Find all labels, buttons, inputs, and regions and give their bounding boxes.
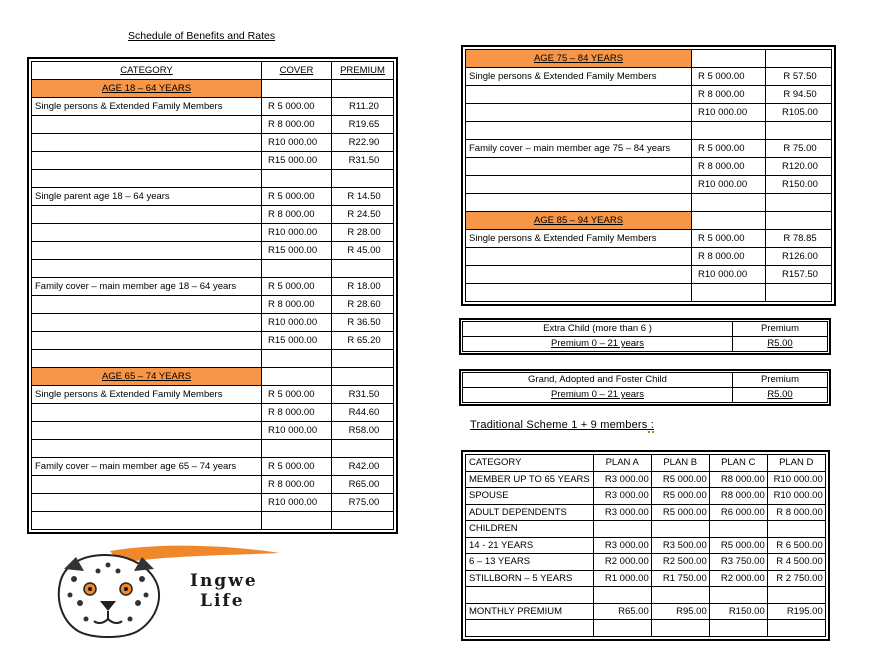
table-row: [32, 206, 394, 224]
age-group-label: AGE 75 – 84 YEARS: [466, 50, 692, 68]
plan-value-cell: R 2 750.00: [767, 570, 825, 587]
adopted-child-label: Grand, Adopted and Foster Child: [463, 373, 733, 388]
category-cell: [32, 350, 262, 368]
cover-cell: R 5 000.00: [262, 98, 332, 116]
empty-cell: [692, 50, 766, 68]
traditional-scheme-title: [470, 419, 654, 431]
cover-cell: R10 000.00: [262, 314, 332, 332]
category-cell: [466, 284, 692, 302]
table-row: [466, 140, 832, 158]
table-row: [32, 512, 394, 530]
extra-child-label: Extra Child (more than 6 ): [463, 322, 733, 337]
plan-value-cell: R10 000.00: [767, 471, 825, 488]
table-row: [32, 260, 394, 278]
premium-header: PREMIUM: [332, 62, 394, 80]
category-cell: ADULT DEPENDENTS: [466, 504, 594, 521]
category-cell: [32, 224, 262, 242]
plan-value-cell: R5 000.00: [651, 471, 709, 488]
table-row: [32, 422, 394, 440]
cover-cell: R 8 000.00: [262, 404, 332, 422]
category-cell: [32, 314, 262, 332]
category-cell: [32, 242, 262, 260]
table-row: [32, 278, 394, 296]
category-cell: [32, 404, 262, 422]
adopted-child-premium-header: Premium: [733, 373, 828, 388]
table-row: [466, 504, 826, 521]
plan-value-cell: R5 000.00: [709, 537, 767, 554]
category-cell: [466, 158, 692, 176]
table-row: [466, 521, 826, 538]
adopted-child-value: R5.00: [733, 388, 828, 403]
left-table: [31, 61, 394, 530]
premium-cell: [332, 170, 394, 188]
plan-value-cell: R3 750.00: [709, 554, 767, 571]
premium-cell: R75.00: [332, 494, 394, 512]
premium-cell: R31.50: [332, 152, 394, 170]
premium-cell: R 28.60: [332, 296, 394, 314]
leopard-head-icon: [59, 555, 159, 637]
table-row: [32, 134, 394, 152]
premium-cell: R 65.20: [332, 332, 394, 350]
premium-cell: R11.20: [332, 98, 394, 116]
table-row: [32, 476, 394, 494]
category-cell: SPOUSE: [466, 488, 594, 505]
table-row: [32, 440, 394, 458]
plan-value-cell: R3 000.00: [593, 504, 651, 521]
plan-value-cell: R8 000.00: [709, 471, 767, 488]
ingwe-life-logo: [50, 543, 310, 643]
premium-cell: R58.00: [332, 422, 394, 440]
category-cell: Family cover – main member age 18 – 64 years: [32, 278, 262, 296]
cover-header: COVER: [262, 62, 332, 80]
age-group-label: AGE 18 – 64 YEARS: [32, 80, 262, 98]
plan-header: PLAN B: [651, 455, 709, 472]
traditional-title-tail: :: [647, 419, 655, 431]
cover-cell: [692, 284, 766, 302]
table-row: [32, 458, 394, 476]
traditional-header-row: [466, 455, 826, 472]
table-row: [466, 471, 826, 488]
plan-value-cell: R195.00: [767, 603, 825, 620]
premium-cell: R 24.50: [332, 206, 394, 224]
plan-value-cell: R1 750.00: [651, 570, 709, 587]
table-row: [466, 266, 832, 284]
premium-cell: R126.00: [766, 248, 832, 266]
category-cell: [466, 248, 692, 266]
table-row: [32, 152, 394, 170]
table-row: [32, 350, 394, 368]
plan-value-cell: R2 500.00: [651, 554, 709, 571]
traditional-scheme-box: [461, 450, 830, 641]
table-header-row: [32, 62, 394, 80]
cover-cell: R 8 000.00: [262, 296, 332, 314]
empty-cell: [332, 80, 394, 98]
plan-value-cell: [709, 587, 767, 604]
cover-cell: [262, 512, 332, 530]
category-cell: Family cover – main member age 75 – 84 years: [466, 140, 692, 158]
premium-cell: R19.65: [332, 116, 394, 134]
premium-cell: R 78.85: [766, 230, 832, 248]
cover-cell: R10 000.00: [262, 494, 332, 512]
table-row: [32, 116, 394, 134]
plan-value-cell: R3 000.00: [593, 537, 651, 554]
category-cell: STILLBORN – 5 YEARS: [466, 570, 594, 587]
table-row: [466, 284, 832, 302]
category-header: CATEGORY: [466, 455, 594, 472]
premium-cell: R 14.50: [332, 188, 394, 206]
premium-cell: R 75.00: [766, 140, 832, 158]
table-row: [32, 332, 394, 350]
premium-cell: R120.00: [766, 158, 832, 176]
plan-value-cell: [593, 521, 651, 538]
table-row: [32, 170, 394, 188]
category-cell: [32, 422, 262, 440]
plan-value-cell: R6 000.00: [709, 504, 767, 521]
premium-cell: R31.50: [332, 386, 394, 404]
plan-value-cell: R95.00: [651, 603, 709, 620]
table-row: [466, 537, 826, 554]
empty-cell: [692, 212, 766, 230]
plan-header: PLAN A: [593, 455, 651, 472]
table-row: [466, 248, 832, 266]
cover-cell: R 8 000.00: [262, 116, 332, 134]
table-row: [32, 242, 394, 260]
plan-value-cell: R8 000.00: [709, 488, 767, 505]
table-row: [32, 296, 394, 314]
category-cell: MEMBER UP TO 65 YEARS: [466, 471, 594, 488]
cover-cell: R 5 000.00: [262, 386, 332, 404]
category-cell: [32, 440, 262, 458]
category-cell: [466, 587, 594, 604]
cover-cell: R 8 000.00: [692, 158, 766, 176]
logo-text-line1: Ingwe: [190, 571, 258, 591]
empty-cell: [766, 50, 832, 68]
category-cell: [466, 86, 692, 104]
table-row: [466, 122, 832, 140]
extra-child-box: [459, 318, 831, 355]
premium-cell: R 94.50: [766, 86, 832, 104]
plan-value-cell: [593, 587, 651, 604]
plan-value-cell: R 6 500.00: [767, 537, 825, 554]
cover-cell: R10 000.00: [692, 104, 766, 122]
cover-cell: R10 000.00: [692, 266, 766, 284]
category-cell: Single persons & Extended Family Members: [466, 230, 692, 248]
extra-child-premium-header: Premium: [733, 322, 828, 337]
category-cell: MONTHLY PREMIUM: [466, 603, 594, 620]
cover-cell: R15 000.00: [262, 152, 332, 170]
cover-cell: [262, 350, 332, 368]
page-title: Schedule of Benefits and Rates: [128, 30, 276, 42]
cover-cell: R 5 000.00: [262, 188, 332, 206]
category-cell: [32, 332, 262, 350]
empty-cell: [262, 80, 332, 98]
table-row: [466, 158, 832, 176]
empty-cell: [262, 368, 332, 386]
table-row: [466, 212, 832, 230]
category-cell: CHILDREN: [466, 521, 594, 538]
logo-swoosh: [110, 546, 280, 563]
table-row: [32, 80, 394, 98]
premium-cell: R150.00: [766, 176, 832, 194]
cover-cell: [692, 122, 766, 140]
category-cell: [32, 512, 262, 530]
traditional-title-main: Traditional Scheme 1 + 9 members: [470, 419, 648, 431]
premium-cell: [332, 260, 394, 278]
extra-child-sub-label: Premium 0 – 21 years: [463, 337, 733, 352]
category-cell: Single persons & Extended Family Members: [466, 68, 692, 86]
category-cell: [466, 194, 692, 212]
category-cell: 14 - 21 YEARS: [466, 537, 594, 554]
table-row: [32, 224, 394, 242]
cover-cell: R 5 000.00: [262, 278, 332, 296]
plan-value-cell: R3 000.00: [593, 471, 651, 488]
cover-cell: R 8 000.00: [262, 206, 332, 224]
table-row: [466, 570, 826, 587]
table-row: [32, 314, 394, 332]
age-group-label: AGE 65 – 74 YEARS: [32, 368, 262, 386]
plan-value-cell: R2 000.00: [709, 570, 767, 587]
premium-cell: R 36.50: [332, 314, 394, 332]
table-row: [466, 587, 826, 604]
cover-cell: [262, 440, 332, 458]
plan-value-cell: [651, 620, 709, 637]
premium-cell: R22.90: [332, 134, 394, 152]
right-rates-table: [461, 45, 836, 306]
cover-cell: R15 000.00: [262, 332, 332, 350]
table-row: [466, 104, 832, 122]
premium-cell: R65.00: [332, 476, 394, 494]
plan-value-cell: R 8 000.00: [767, 504, 825, 521]
cover-cell: R10 000.00: [262, 224, 332, 242]
adopted-child-box: [459, 369, 831, 406]
plan-value-cell: [651, 521, 709, 538]
plan-value-cell: [767, 587, 825, 604]
plan-value-cell: [593, 620, 651, 637]
category-cell: Single parent age 18 – 64 years: [32, 188, 262, 206]
plan-value-cell: R5 000.00: [651, 488, 709, 505]
premium-cell: R42.00: [332, 458, 394, 476]
cover-cell: R10 000.00: [262, 134, 332, 152]
plan-value-cell: [767, 521, 825, 538]
plan-value-cell: R10 000.00: [767, 488, 825, 505]
cover-cell: R15 000.00: [262, 242, 332, 260]
cover-cell: R 8 000.00: [262, 476, 332, 494]
left-rates-table: [27, 57, 398, 534]
cover-cell: R 8 000.00: [692, 86, 766, 104]
premium-cell: R 18.00: [332, 278, 394, 296]
category-cell: [32, 134, 262, 152]
table-row: [32, 368, 394, 386]
table-row: [32, 404, 394, 422]
table-row: [466, 620, 826, 637]
cover-cell: R 5 000.00: [692, 140, 766, 158]
plan-value-cell: R3 000.00: [593, 488, 651, 505]
premium-cell: [332, 512, 394, 530]
table-row: [466, 86, 832, 104]
category-cell: [466, 620, 594, 637]
cover-cell: R 5 000.00: [692, 230, 766, 248]
category-cell: [466, 104, 692, 122]
premium-cell: R44.60: [332, 404, 394, 422]
category-cell: Single persons & Extended Family Members: [32, 98, 262, 116]
logo-text-line2: Life: [200, 591, 245, 611]
premium-cell: [766, 122, 832, 140]
category-cell: [32, 296, 262, 314]
cover-cell: R10 000.00: [262, 422, 332, 440]
plan-value-cell: [709, 521, 767, 538]
adopted-child-sub-label: Premium 0 – 21 years: [463, 388, 733, 403]
plan-value-cell: [651, 587, 709, 604]
cover-cell: R 8 000.00: [692, 248, 766, 266]
plan-value-cell: [767, 620, 825, 637]
plan-value-cell: R150.00: [709, 603, 767, 620]
table-row: [32, 98, 394, 116]
empty-cell: [332, 368, 394, 386]
table-row: [466, 50, 832, 68]
adopted-child-table: [462, 372, 828, 403]
right-table: [465, 49, 832, 302]
table-row: [466, 603, 826, 620]
category-cell: [32, 116, 262, 134]
category-cell: [32, 206, 262, 224]
table-row: [466, 194, 832, 212]
category-cell: [466, 122, 692, 140]
cover-cell: R 5 000.00: [262, 458, 332, 476]
empty-cell: [766, 212, 832, 230]
category-cell: Family cover – main member age 65 – 74 years: [32, 458, 262, 476]
premium-cell: R 57.50: [766, 68, 832, 86]
premium-cell: R 45.00: [332, 242, 394, 260]
extra-child-table: [462, 321, 828, 352]
category-header: CATEGORY: [32, 62, 262, 80]
premium-cell: [766, 194, 832, 212]
cover-cell: [262, 260, 332, 278]
table-row: [32, 386, 394, 404]
plan-value-cell: R2 000.00: [593, 554, 651, 571]
cover-cell: [692, 194, 766, 212]
age-group-label: AGE 85 – 94 YEARS: [466, 212, 692, 230]
table-row: [32, 494, 394, 512]
premium-cell: [332, 440, 394, 458]
cover-cell: R10 000.00: [692, 176, 766, 194]
category-cell: [32, 476, 262, 494]
plan-value-cell: R 4 500.00: [767, 554, 825, 571]
category-cell: [32, 170, 262, 188]
plan-value-cell: R65.00: [593, 603, 651, 620]
category-cell: [32, 494, 262, 512]
cover-cell: R 5 000.00: [692, 68, 766, 86]
table-row: [466, 230, 832, 248]
plan-value-cell: R3 500.00: [651, 537, 709, 554]
cover-cell: [262, 170, 332, 188]
premium-cell: R105.00: [766, 104, 832, 122]
premium-cell: [332, 350, 394, 368]
category-cell: [32, 152, 262, 170]
premium-cell: R157.50: [766, 266, 832, 284]
plan-value-cell: R1 000.00: [593, 570, 651, 587]
leopard-logo-icon: [50, 543, 310, 643]
category-cell: Single persons & Extended Family Members: [32, 386, 262, 404]
category-cell: [466, 266, 692, 284]
extra-child-value: R5.00: [733, 337, 828, 352]
table-row: [466, 176, 832, 194]
table-row: [466, 68, 832, 86]
plan-value-cell: R5 000.00: [651, 504, 709, 521]
category-cell: [466, 176, 692, 194]
premium-cell: R 28.00: [332, 224, 394, 242]
category-cell: [32, 260, 262, 278]
table-row: [466, 554, 826, 571]
category-cell: 6 – 13 YEARS: [466, 554, 594, 571]
plan-header: PLAN C: [709, 455, 767, 472]
premium-cell: [766, 284, 832, 302]
table-row: [466, 488, 826, 505]
table-row: [32, 188, 394, 206]
traditional-scheme-table: [465, 454, 826, 637]
plan-header: PLAN D: [767, 455, 825, 472]
plan-value-cell: [709, 620, 767, 637]
